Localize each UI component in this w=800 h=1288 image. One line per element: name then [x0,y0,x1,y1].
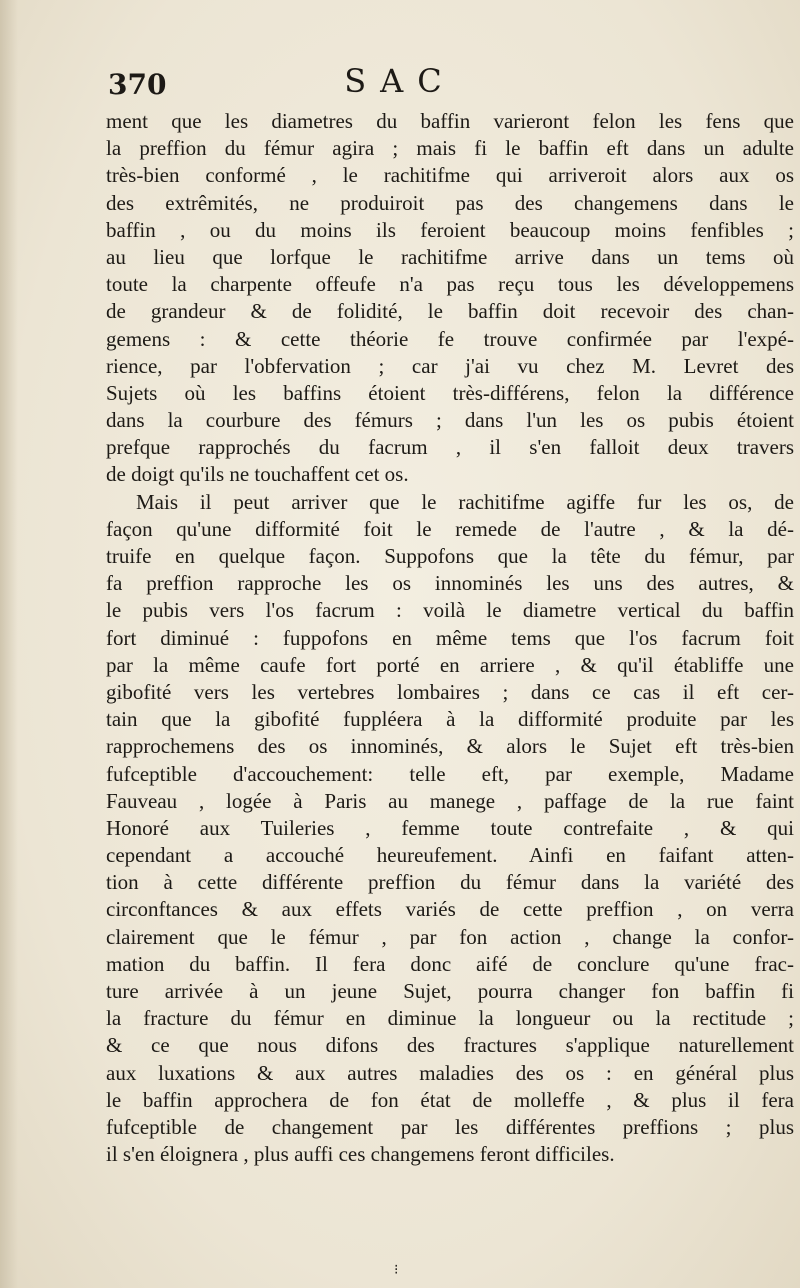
text-line: des extrêmités, ne produiroit pas des changemens dans le [106,190,794,215]
text-line: circonftances & aux effets variés de cette preffion , on verra [106,897,794,922]
text-line: la fracture du fémur en diminue la longueur ou la rectitude ; [106,1006,794,1031]
text-line: tain que la gibofité fuppléera à la difformité produite par les [106,707,794,732]
text-line: dans la courbure des fémurs ; dans l'un les os pubis étoient [106,408,794,433]
page-number: 370 [108,68,167,101]
text-line: rapprochemens des os innominés, & alors le Sujet eft très-bien [106,734,794,759]
body-text [106,108,794,1168]
text-line: fufceptible de changement par les différentes preffions ; plus [106,1114,794,1139]
text-line: gibofité vers les vertebres lombaires ; dans ce cas il eft cer- [106,679,794,704]
text-line: au lieu que lorfque le rachitifme arrive dans un tems où [106,244,794,269]
text-line: le baffin approchera de fon état de molleffe , & plus il fera [106,1087,794,1112]
text-line: truife en quelque façon. Suppofons que la tête du fémur, par [106,544,794,568]
text-line: fa preffion rapproche les os innominés les uns des autres, & [106,571,794,596]
text-line: tion à cette différente preffion du fémur dans la variété des [106,870,794,895]
running-head: SAC [344,62,456,100]
text-line: il s'en éloignera , plus auffi ces changemens feront difficiles. [106,1142,615,1167]
text-line: ment que les diametres du baffin varieront felon les fens que [106,109,794,133]
text-line: Fauveau , logée à Paris au manege , paffage de la rue faint [106,788,794,813]
page-header [0,62,800,102]
paragraph-start-line: Mais il peut arriver que le rachitifme agiffe fur les os, de [136,489,794,514]
text-line: de grandeur & de folidité, le baffin doit recevoir des chan- [106,299,794,324]
text-line: aux luxations & aux autres maladies des os : en général plus [106,1060,794,1085]
text-line: façon qu'une difformité foit le remede de l'autre , & la dé- [106,516,794,541]
text-line: gemens : & cette théorie fe trouve confirmée par l'expé- [106,326,794,351]
text-line: rience, par l'obfervation ; car j'ai vu chez M. Levret des [106,353,794,378]
text-line: la preffion du fémur agira ; mais fi le baffin eft dans un adulte [106,136,794,161]
text-line: par la même caufe fort porté en arriere , & qu'il établiffe une [106,652,794,677]
text-line: fort diminué : fuppofons en même tems que l'os facrum foit [106,625,794,650]
text-line: & ce que nous difons des fractures s'applique naturellement [106,1033,794,1058]
page-edge-shadow [0,0,18,1288]
text-line: très-bien conformé , le rachitifme qui arriveroit alors aux os [106,163,794,188]
text-line: Honoré aux Tuileries , femme toute contrefaite , & qui [106,815,794,840]
text-line: le pubis vers l'os facrum : voilà le diametre vertical du baffin [106,598,794,623]
text-line: clairement que le fémur , par fon action , change la confor- [106,924,794,949]
text-line: baffin , ou du moins ils feroient beaucoup moins fenfibles ; [106,217,794,242]
text-line: fufceptible d'accouchement: telle eft, par exemple, Madame [106,761,794,786]
text-line: mation du baffin. Il fera donc aifé de conclure qu'une frac- [106,951,794,976]
text-line: Sujets où les baffins étoient très-différens, felon la différence [106,380,794,405]
printer-mark: ⁝ [394,1262,399,1278]
text-line: ture arrivée à un jeune Sujet, pourra changer fon baffin fi [106,979,794,1003]
text-line: cependant a accouché heureufement. Ainfi en faifant atten- [106,843,794,868]
text-line: prefque rapprochés du facrum , il s'en falloit deux travers [106,435,794,460]
paragraph-end-line: de doigt qu'ils ne touchaffent cet os. [106,462,409,487]
text-line: toute la charpente offeufe n'a pas reçu tous les développemens [106,272,794,297]
